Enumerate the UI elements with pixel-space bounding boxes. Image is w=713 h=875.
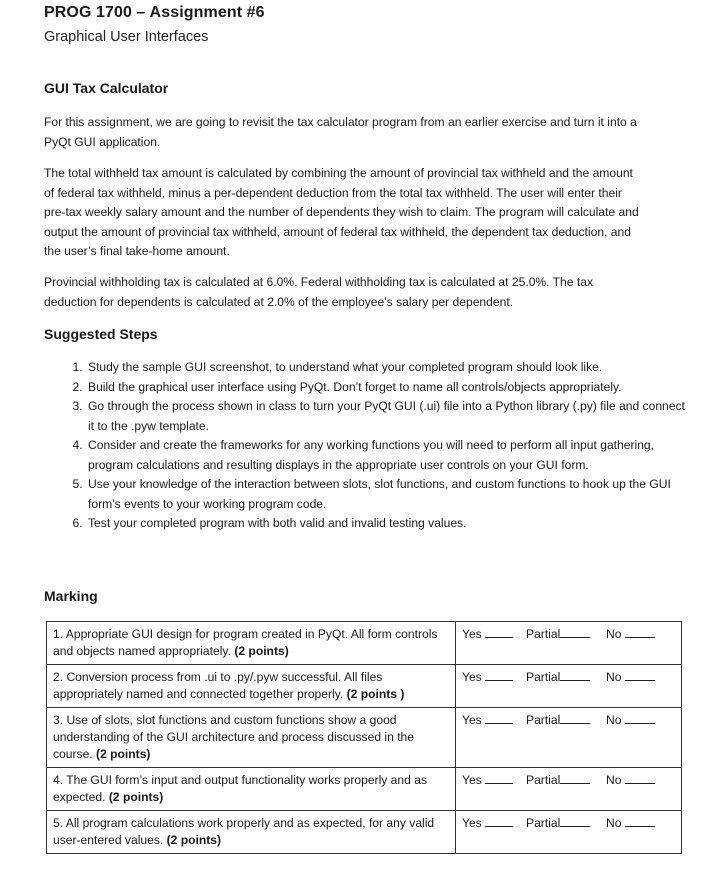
yes-label: Yes <box>462 713 482 727</box>
marking-rubric-table <box>46 621 682 854</box>
no-option <box>606 772 655 789</box>
intro-paragraph-3: Provincial withholding tax is calculated at 6.0%. Federal withholding tax is calculated at 25.0%. The tax deduction for dependents is calculated at 2.0% of the employee’s salary per dependent. <box>44 275 594 309</box>
criterion-cell <box>47 708 456 768</box>
no-blank <box>625 772 655 784</box>
yes-option <box>462 669 526 686</box>
criterion-text: 4. The GUI form’s input and output functionality works properly and as expected. <box>53 773 427 804</box>
no-option <box>606 815 655 832</box>
yes-option <box>462 712 526 729</box>
partial-blank <box>560 772 590 784</box>
yes-blank <box>485 772 513 784</box>
no-blank <box>625 815 655 827</box>
yes-label: Yes <box>462 670 482 684</box>
yes-label: Yes <box>462 627 482 641</box>
partial-option <box>526 669 606 686</box>
table-row <box>47 768 682 811</box>
partial-label: Partial <box>526 670 561 684</box>
table-row <box>47 708 682 768</box>
section-heading-gui-tax-calculator: GUI Tax Calculator <box>44 80 169 96</box>
partial-blank <box>560 712 590 724</box>
criterion-text: 5. All program calculations work properly and as expected, for any valid user-entered values. <box>53 816 435 847</box>
score-cell <box>456 708 682 768</box>
list-item: 3. Go through the process shown in class to turn your PyQt GUI (.ui) file into a Python library (.py) file and connect it to the .pyw template. <box>86 397 686 436</box>
suggested-steps-list <box>44 358 686 534</box>
criterion-cell <box>47 811 456 854</box>
document-subtitle: Graphical User Interfaces <box>44 29 209 45</box>
score-cell <box>456 768 682 811</box>
no-blank <box>625 626 655 638</box>
criterion-points: (2 points) <box>96 747 151 761</box>
table-row <box>47 665 682 708</box>
list-item: 5. Use your knowledge of the interaction between slots, slot functions, and custom functions to hook up the GUI form’s events to your working program code. <box>86 475 686 514</box>
partial-option <box>526 815 606 832</box>
partial-label: Partial <box>526 816 561 830</box>
list-item: 4. Consider and create the frameworks for any working functions you will need to perform all input gathering, program calculations and resulting displays in the appropriate user controls on your GUI form. <box>86 436 686 475</box>
criterion-cell <box>47 665 456 708</box>
yes-label: Yes <box>462 816 482 830</box>
score-cell <box>456 665 682 708</box>
yes-option <box>462 626 526 643</box>
no-blank <box>625 712 655 724</box>
no-option <box>606 669 655 686</box>
partial-option <box>526 712 606 729</box>
criterion-points: (2 points) <box>108 790 164 804</box>
partial-label: Partial <box>526 773 561 787</box>
list-item: 1. Study the sample GUI screenshot, to understand what your completed program should look like. <box>86 358 686 378</box>
score-cell <box>456 622 682 665</box>
intro-paragraph-1: For this assignment, we are going to revisit the tax calculator program from an earlier exercise and turn it into a PyQt GUI application. <box>44 115 637 149</box>
partial-option <box>526 772 606 789</box>
criterion-points: (2 points) <box>166 833 222 847</box>
no-label: No <box>606 670 622 684</box>
document-title: PROG 1700 – Assignment #6 <box>44 4 265 21</box>
yes-label: Yes <box>462 773 482 787</box>
yes-blank <box>485 815 513 827</box>
no-label: No <box>606 627 622 641</box>
yes-blank <box>485 669 513 681</box>
intro-paragraph-2: The total withheld tax amount is calculated by combining the amount of provincial tax withheld and the amount of federal tax withheld, minus a per-dependent deduction from the total tax withheld. The user will enter their pre-tax weekly salary amount and the number of dependents they wish to claim. The program will calculate and output the amount of provincial tax withheld, amount of federal tax withheld, the dependent tax deduction, and the user’s final take-home amount. <box>44 166 639 258</box>
no-blank <box>625 669 655 681</box>
no-label: No <box>606 773 622 787</box>
yes-option <box>462 815 526 832</box>
partial-option <box>526 626 606 643</box>
section-heading-marking: Marking <box>44 588 98 604</box>
yes-blank <box>485 712 513 724</box>
yes-option <box>462 772 526 789</box>
criterion-text: 3. Use of slots, slot functions and custom functions show a good understanding of the GUI architecture and process discussed in the course. <box>53 713 415 761</box>
partial-blank <box>560 815 590 827</box>
score-cell <box>456 811 682 854</box>
criterion-points: (2 points) <box>234 644 289 658</box>
yes-blank <box>485 626 513 638</box>
no-option <box>606 626 655 643</box>
criterion-text: 1. Appropriate GUI design for program created in PyQt. All form controls and objects named appropriately. <box>53 627 438 658</box>
no-label: No <box>606 816 622 830</box>
no-option <box>606 712 655 729</box>
section-heading-suggested-steps: Suggested Steps <box>44 326 158 342</box>
table-row <box>47 811 682 854</box>
table-row <box>47 622 682 665</box>
partial-label: Partial <box>526 627 561 641</box>
list-item: 2. Build the graphical user interface using PyQt. Don’t forget to name all controls/objects appropriately. <box>86 378 686 398</box>
list-item: 6. Test your completed program with both valid and invalid testing values. <box>86 514 686 534</box>
partial-blank <box>560 626 590 638</box>
criterion-cell <box>47 622 456 665</box>
criterion-cell <box>47 768 456 811</box>
no-label: No <box>606 713 622 727</box>
criterion-text: 2. Conversion process from .ui to .py/.pyw successful. All files appropriately named and connected together properly. <box>53 670 383 701</box>
criterion-points: (2 points ) <box>346 687 405 701</box>
partial-blank <box>560 669 590 681</box>
partial-label: Partial <box>526 713 561 727</box>
